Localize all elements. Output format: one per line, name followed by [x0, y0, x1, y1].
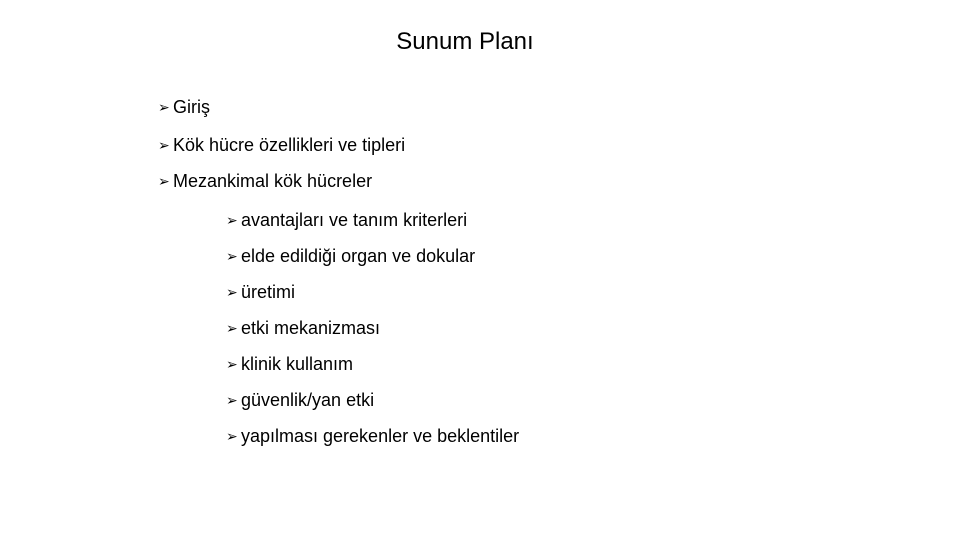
sub-list-item: ➢ elde edildiği organ ve dokular — [226, 246, 476, 266]
list-item: ➢ Kök hücre özellikleri ve tipleri — [158, 135, 406, 155]
list-item: ➢ Giriş — [158, 97, 210, 117]
arrow-bullet-icon: ➢ — [158, 99, 170, 115]
arrow-bullet-icon: ➢ — [226, 212, 238, 228]
sub-list-item: ➢ yapılması gerekenler ve beklentiler — [226, 426, 520, 446]
arrow-bullet-icon: ➢ — [226, 248, 238, 264]
sub-list-item: ➢ etki mekanizması — [226, 318, 381, 338]
list-item: ➢ Mezankimal kök hücreler — [158, 171, 373, 191]
sub-list-item: ➢ üretimi — [226, 282, 296, 302]
sub-list-item: ➢ klinik kullanım — [226, 354, 354, 374]
slide-title: Sunum Planı — [396, 28, 534, 55]
arrow-bullet-icon: ➢ — [226, 320, 238, 336]
arrow-bullet-icon: ➢ — [158, 173, 170, 189]
arrow-bullet-icon: ➢ — [226, 428, 238, 444]
sub-list-item: ➢ güvenlik/yan etki — [226, 390, 375, 410]
arrow-bullet-icon: ➢ — [158, 137, 170, 153]
arrow-bullet-icon: ➢ — [226, 392, 238, 408]
arrow-bullet-icon: ➢ — [226, 284, 238, 300]
arrow-bullet-icon: ➢ — [226, 356, 238, 372]
sub-list-item: ➢ avantajları ve tanım kriterleri — [226, 210, 468, 230]
